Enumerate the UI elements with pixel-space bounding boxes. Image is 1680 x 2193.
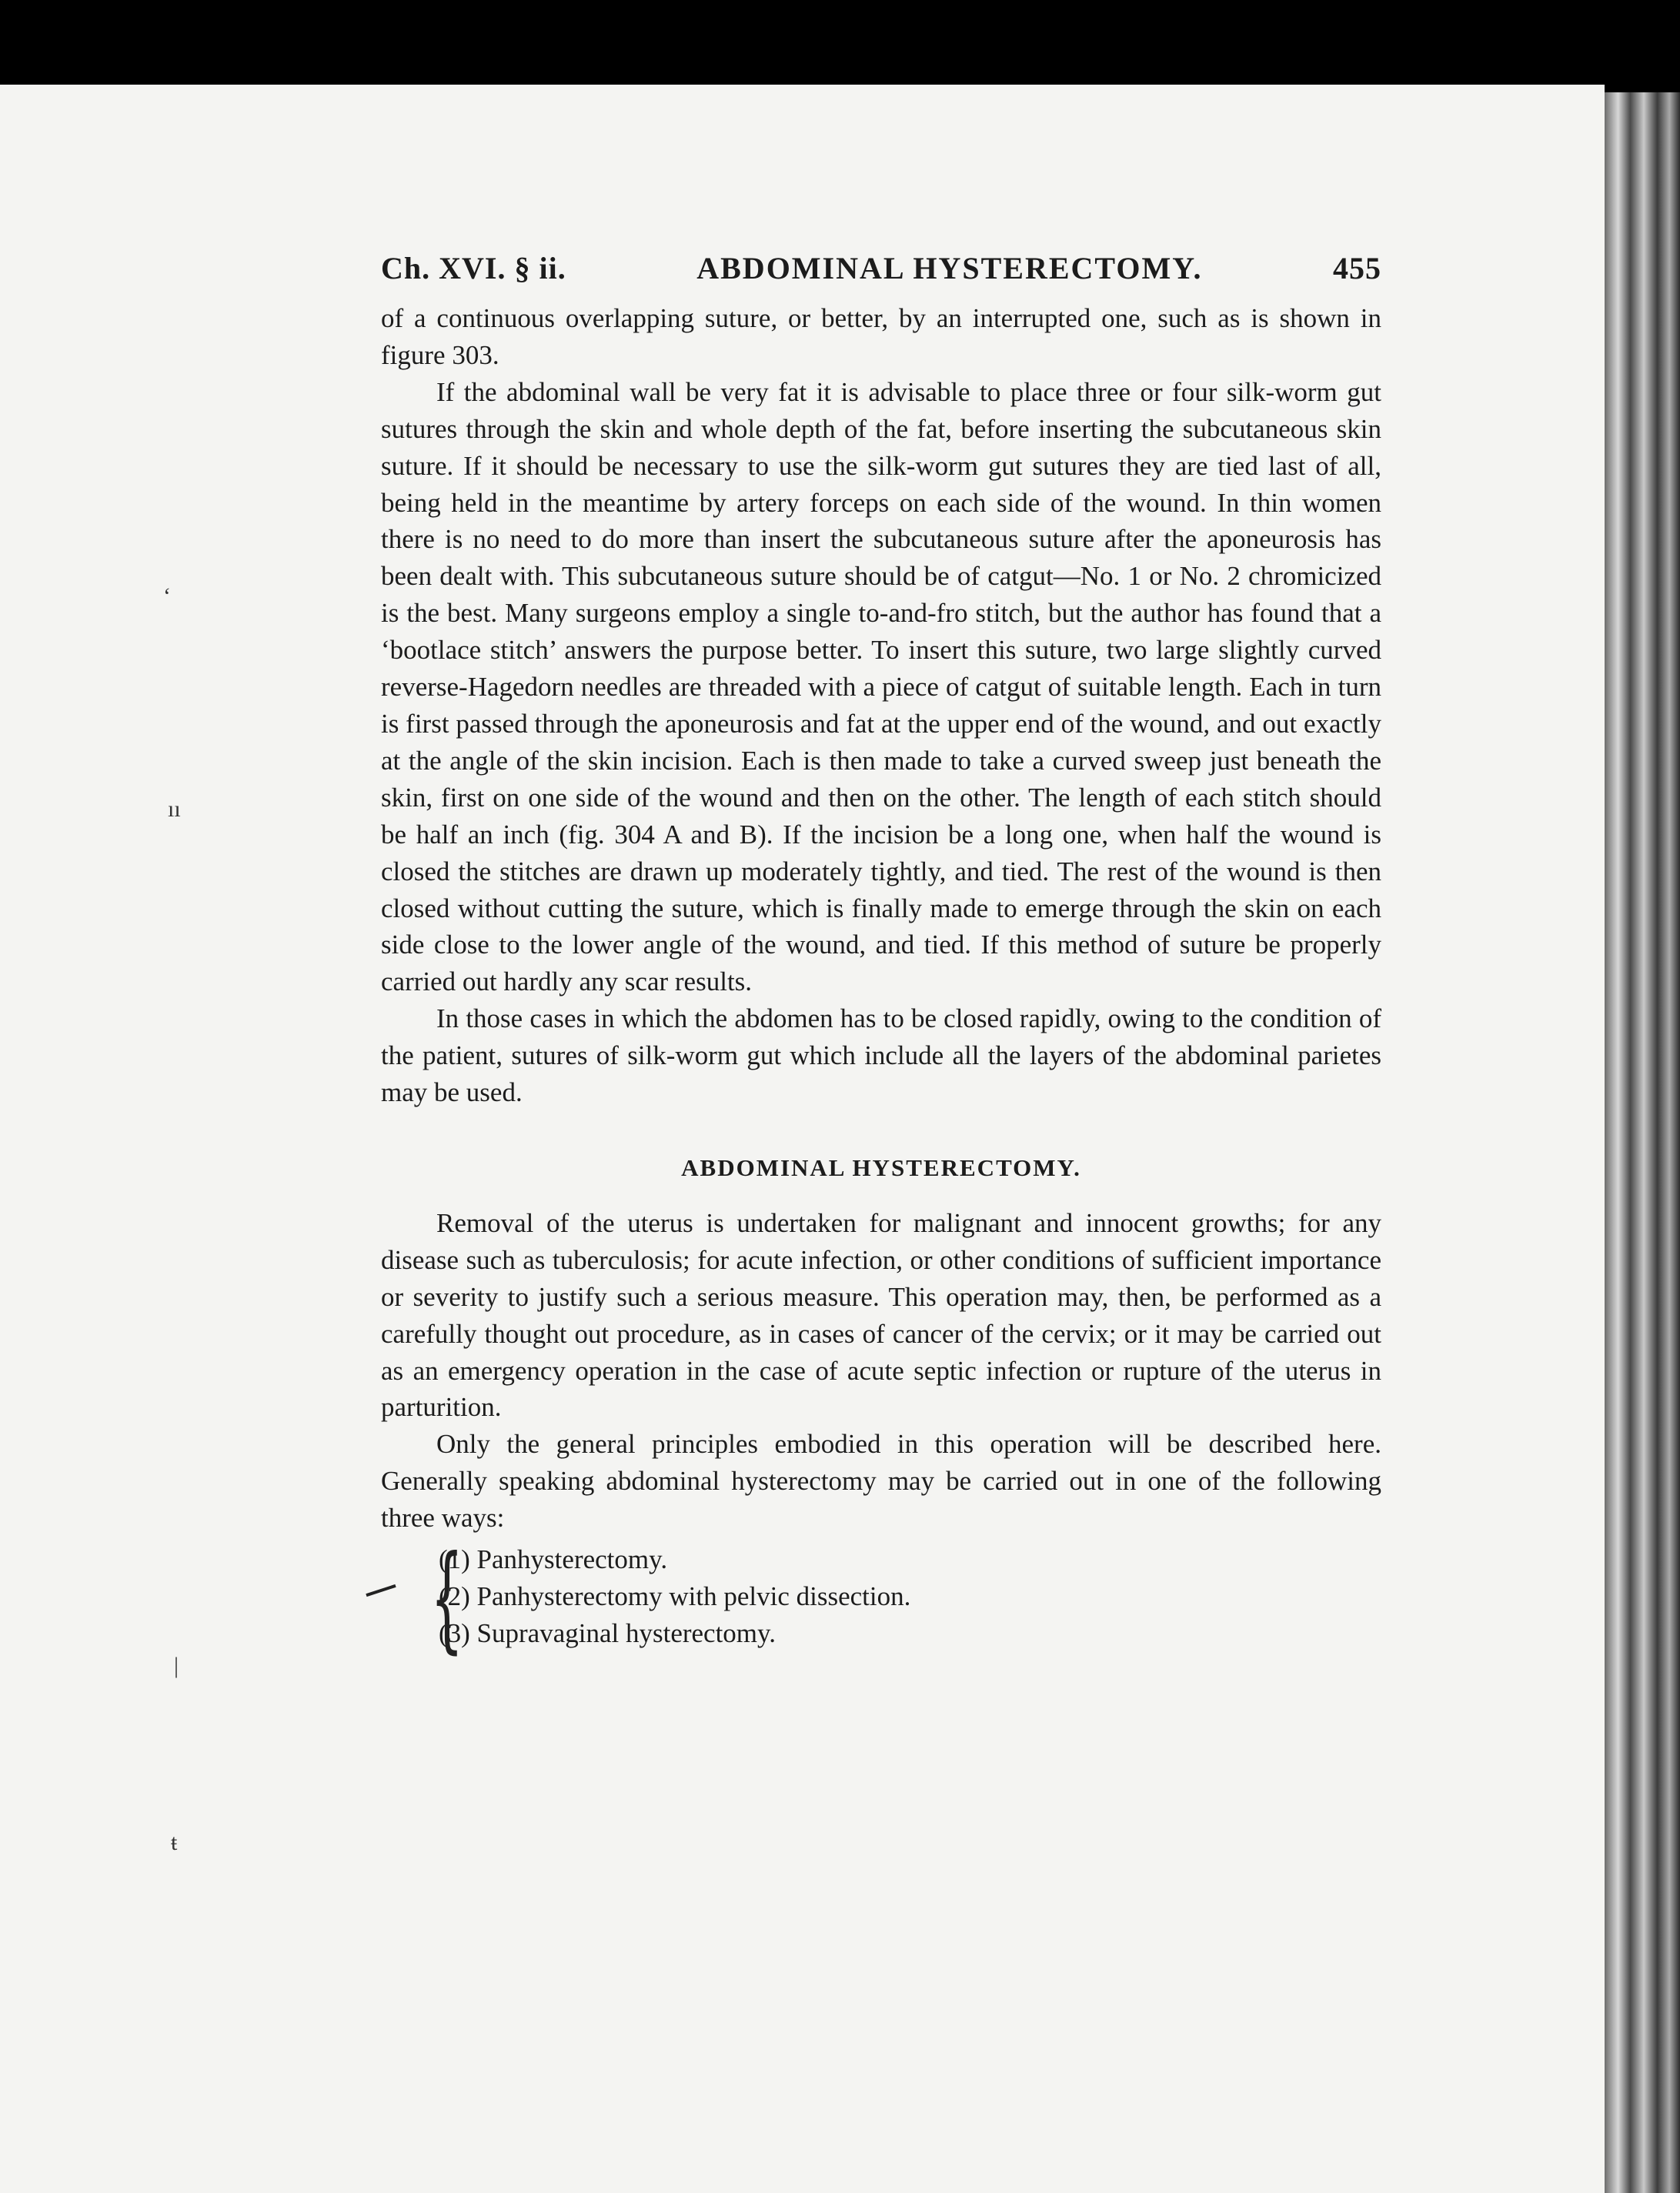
paragraph-rapid-closure: In those cases in which the abdomen has to be closed rapidly, owing to the condition of the patient, sutures of silk-worm gut which include all the layers of the abdominal parietes may be used. [381, 1003, 1381, 1108]
page-content [381, 250, 1381, 1666]
brace-mark: { [430, 1531, 464, 1666]
paragraph-removal-of-uterus: Removal of the uterus is undertaken for malignant and innocent growths; for any disease such as tuberculosis; for acute infection, or other conditions of sufficient importance or severity to justify such a serious measure. This operation may, then, be performed as a carefully thought out procedure, as in cases of cancer of the cervix; or it may be carried out as an emergency operation in the case of acute septic infection or rupture of the uterus in parturition. [381, 1207, 1381, 1423]
hysterectomy-methods-list [381, 1531, 1381, 1666]
margin-mark: ŧ [171, 1830, 178, 1855]
paragraph-continued: of a continuous overlapping suture, or better, by an interrupted one, such as is shown in figure 303. [381, 303, 1381, 370]
body-text [381, 300, 1381, 1666]
list-item: (2) Panhysterectomy with pelvic dissection. [439, 1581, 911, 1612]
margin-mark: | [174, 1653, 179, 1678]
margin-mark: ‘ [163, 583, 171, 609]
list-item: (1) Panhysterectomy. [439, 1544, 668, 1575]
page-number: 455 [1333, 251, 1381, 285]
chapter-reference: Ch. XVI. § ii. [381, 251, 566, 285]
paragraph-general-principles: Only the general principles embodied in this operation will be described here. Generally speaking abdominal hysterectomy may be carried out in one of the following three ways: [381, 1429, 1381, 1534]
list-item: (3) Supravaginal hysterectomy. [439, 1618, 777, 1649]
page-edge-gutter [1605, 92, 1680, 2193]
running-title: ABDOMINAL HYSTERECTOMY. [696, 251, 1203, 285]
running-header [381, 250, 1381, 286]
section-heading: ABDOMINAL HYSTERECTOMY. [681, 1153, 1081, 1181]
paragraph-silk-worm-sutures: If the abdominal wall be very fat it is advisable to place three or four silk-worm gut sutures through the skin and whole depth of the fat, before inserting the subcutaneous skin suture. If it should be necessary to use the silk-worm gut sutures they are tied last of all, being held in the meantime by artery forceps on each side of the wound. In thin women there is no need to do more than insert the subcutaneous suture after the aponeurosis has been dealt with. This subcutaneous suture should be of catgut—No. 1 or No. 2 chromicized is the best. Many surgeons employ a single to-and-fro stitch, but the author has found that a ‘bootlace stitch’ answers the purpose better. To insert this suture, two large slightly curved reverse-Hagedorn needles are threaded with a piece of catgut of suitable length. Each in turn is first passed through the aponeurosis and fat at the upper end of the wound, and out exactly at the angle of the skin incision. Each is then made to take a curved sweep just beneath the skin, first on one side of the wound and then on the other. The length of each stitch should be half an inch (fig. 304 A and B). If the incision be a long one, when half the wound is closed the stitches are drawn up moderately tightly, and tied. The rest of the wound is then closed without cutting the suture, which is finally made to emerge through the skin on each side close to the lower angle of the wound, and tied. If this method of suture be properly carried out hardly any scar results. [381, 376, 1381, 997]
margin-mark: ıı [168, 796, 181, 822]
